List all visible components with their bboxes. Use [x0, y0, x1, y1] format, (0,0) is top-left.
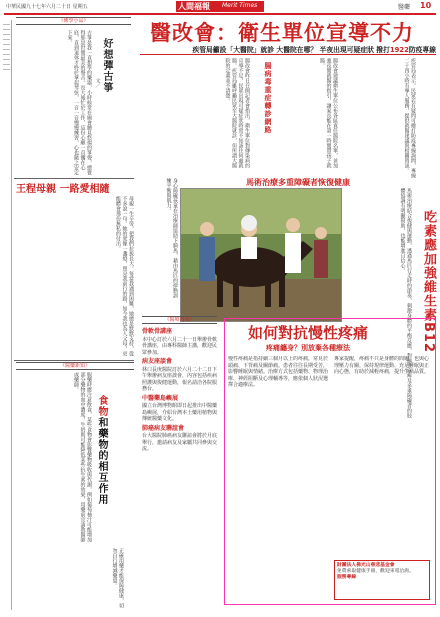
- notice-title: 肺癌病友聯誼會: [142, 424, 185, 432]
- header-rule: [4, 13, 436, 15]
- divider: [14, 178, 134, 179]
- article-title: [95, 395, 107, 555]
- feature-body: 專家提醒，疼痛不只是身體的問題，也與心理壓力有關。保持規律運動、充足睡眠與正向心態，有助於減輕疼痛，提升生活品質。: [334, 356, 430, 375]
- article-body: 古箏是我一直想學的樂器，小時候常在廟會聽見悠揚的箏聲，總覺得那是世間最美的聲音。長大後忙於工作，這份心願一直擱在心底，直到退休才終於拿起琴弦，一音一音慢慢練習，心也隨之安定下來。: [66, 30, 92, 175]
- photo-caption: 身心障礙孩童在治療師協助下騎馬，藉由馬匹的律動訓練平衡與肌力。: [165, 178, 178, 298]
- article-body: 服藥時應注意飲食，某些食物會影響藥物吸收與代謝，例如葡萄柚汁可能增加部分藥物的血中濃度，牛奶則可能降低某些抗生素的效果，用藥前宜請教醫師或藥師。: [73, 372, 92, 542]
- article-body: 醫改會建議衛生單位公布各區責任醫院名單，並加強夜間就醫的指引，讓家長能在第一時間帶孩子就醫。: [319, 58, 338, 168]
- article-headline: 王程母親 一路愛相隨: [16, 184, 110, 195]
- notice-title: 中醫藥島嶼展: [142, 394, 179, 402]
- article-body: 疾管局表示，民眾若有疑問可撥打防疫專線詢問，專線二十四小時有專人服務，提供就醫建議與相關資訊。: [403, 58, 416, 178]
- notice-body: 國立台灣博物館即日起推出中醫藥島嶼展，介紹台灣本土藥用植物與傳統醫藥文化。: [142, 403, 218, 422]
- article-author: 文／: [94, 78, 101, 88]
- article-body: 正確用藥才能保障健康，切勿自行增減藥量。: [111, 548, 124, 608]
- photo-story-title: 馬術治療多重障礙者恢復健康: [246, 178, 350, 187]
- hippotherapy-photo: [180, 188, 342, 322]
- column-head-medical: 《醫藥新知》: [16, 362, 134, 370]
- headline-rule: [140, 54, 436, 55]
- hotline-number: 1922: [389, 46, 409, 54]
- article-title: 好想彈古箏: [101, 38, 112, 93]
- vitamin-b12-headline: 吃素應加強維生素B12: [421, 210, 436, 353]
- column-head-medical-info: 《醫療資訊》: [142, 316, 217, 324]
- notice-body: 台大醫院肺癌病友聯誼會將於月底舉行，邀請病友及家屬共同參與交流。: [142, 433, 218, 452]
- subhead-text-end: 防疫專線: [408, 46, 436, 54]
- notices-list: [142, 326, 220, 611]
- masthead-english: Merit Times: [222, 2, 258, 9]
- vertical-subtitle: 腸病毒重症轉診網路: [264, 62, 272, 134]
- notice-title: 病友座談會: [142, 358, 173, 365]
- main-subheadline: [150, 44, 436, 54]
- article-body: 醫改會昨日召開記者會指出，衛生單位對傳染病的宣導不足，民眾出現可疑症狀時常不知該往何處就醫。疾管局雖呼籲民眾至大醫院就診，但所謂大醫院的定義並不清楚。: [224, 58, 250, 168]
- title-highlight: 食物: [96, 395, 107, 417]
- subhead-text: 疾管局籲設「大醫院」就診 大醫院在哪？ 半夜出現可疑症狀 撥打: [192, 46, 390, 54]
- section-label: 醫藥: [398, 4, 411, 11]
- left-margin-strip: [2, 20, 12, 610]
- contact-info-box: [334, 560, 430, 600]
- article-body: 馬術治療結合復健與運動，透過馬匹行走時的節奏，刺激身體的平衡反應，對腦性麻痺及多重障礙者的肢體協調有明顯幫助，也能增進自信心。: [399, 188, 412, 418]
- contact-hotline-label: 服務專線: [337, 575, 357, 580]
- masthead-name: 人間福報: [178, 2, 210, 11]
- feature-body: 慢性疼痛是指持續三個月以上的疼痛，常見於頭痛、下背痛及關節痛。患者往往長期受苦，影響睡眠與情緒。治療方式包括藥物、物理治療、神經阻斷及心理輔導等，應依個人狀況選擇合適療法。: [228, 356, 328, 388]
- notice-body: 林口長庚醫院訂於六月二十二日下午舉辦病友座談會，內容包括疾病照護與復健運動，報名請洽各院服務台。: [142, 366, 218, 392]
- contact-text: 免費索取健康手冊，歡迎來電洽詢。: [337, 569, 414, 574]
- column-head-buddhism: 《佛學小品》: [16, 17, 131, 25]
- feature-subtitle: 疼痛纏身？別放棄各種療法: [266, 344, 350, 352]
- photo-illustration: [181, 189, 341, 321]
- issue-date: 中華民國九十七年六月二十日 星期五: [6, 4, 88, 10]
- notice-title: 骨軟骨講座: [142, 328, 173, 335]
- contact-org: 財團法人佛光山慈悲基金會: [337, 563, 395, 568]
- page-number: 10: [420, 1, 432, 10]
- divider: [14, 360, 134, 361]
- feature-title: 如何對抗慢性疼痛: [248, 324, 369, 342]
- article-body: 母親一生辛勞，把我們拉拔長大。每當我遇到困難，她總是默默支持，從不多說一句。她的愛像一盞燈，照亮我前行的路，如今我也為人父母，更能體會那份無私的付出。: [115, 196, 134, 356]
- notice-body: 本中心訂於六月二十一日舉辦骨軟骨講座，由專科醫師主講，歡迎民眾參加。: [142, 336, 218, 356]
- title-rest: 和藥物的相互作用: [96, 417, 107, 505]
- main-headline: 醫改會：衛生單位宣導不力: [150, 21, 414, 45]
